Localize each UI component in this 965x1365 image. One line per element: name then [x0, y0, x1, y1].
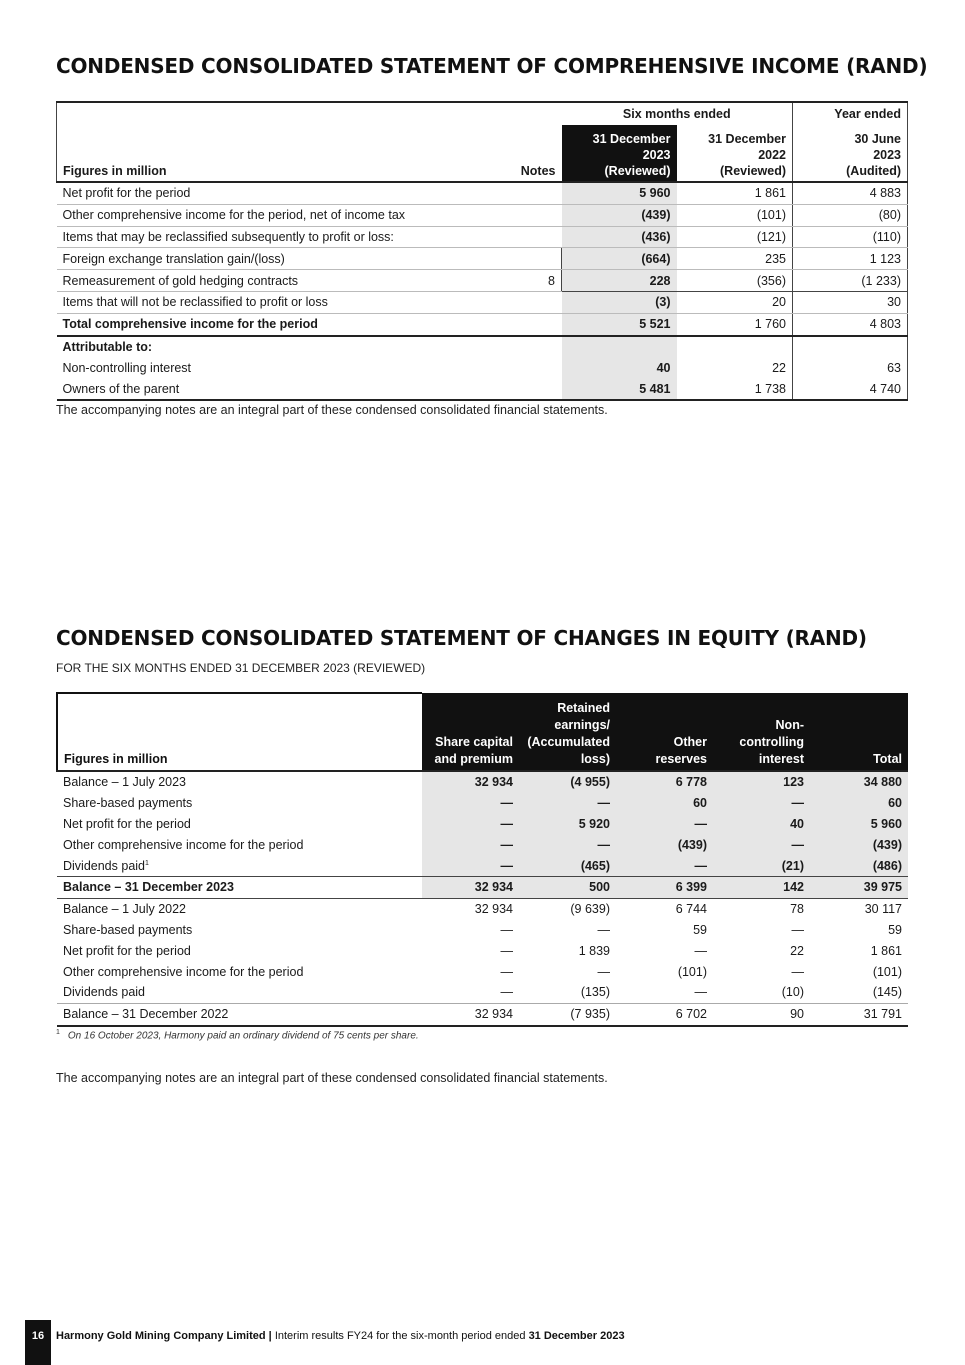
table-row: Net profit for the period 5 960 1 861 4 883	[57, 182, 908, 204]
table-row: Dividends paid — (135) — (10) (145)	[57, 982, 908, 1003]
table-row: Net profit for the period — 1 839 — 22 1 861	[63, 943, 902, 958]
table-row: Balance – 31 December 2022 32 934 (7 935) 6 702 90 31 791	[57, 1003, 908, 1025]
year-ended-header: Year ended	[793, 102, 908, 125]
footer-company: Harmony Gold Mining Company Limited	[56, 1330, 266, 1342]
table-row: Remeasurement of gold hedging contracts 8 228 (356) (1 233)	[57, 270, 908, 292]
figures-header: Figures in million	[57, 125, 469, 182]
table-row: Other comprehensive income for the period, net of income tax (439) (101) (80)	[57, 204, 908, 226]
equity-footnote: $^1$ On 16 October 2023, Harmony paid an ordinary dividend of 75 cents per share.	[56, 1029, 419, 1042]
table-row: Other comprehensive income for the period — — (101) — (101)	[63, 964, 902, 979]
table-row: Dividends paid$^1$ — (465) — (21) (486)	[57, 855, 908, 876]
table-row: Non-controlling interest 40 22 63	[57, 357, 908, 378]
col-dec-2023-header: 31 December 2023 (Reviewed)	[562, 125, 677, 182]
equity-integral-note: The accompanying notes are an integral part of these condensed consolidated financial statements.	[56, 1071, 608, 1085]
table-row: Attributable to:	[57, 336, 908, 358]
col-dec-2022-header: 31 December 2022 (Reviewed)	[677, 125, 793, 182]
total-header: Total	[810, 693, 908, 771]
six-months-header: Six months ended	[562, 102, 793, 125]
table-row: Share-based payments — — 59 — 59	[63, 922, 902, 937]
table-row: Other comprehensive income for the period — — (439) — (439)	[57, 834, 908, 855]
table-row-total: Balance – 31 December 2023 32 934 500 6 399 142 39 975	[57, 876, 908, 898]
other-reserves-header: Other reserves	[616, 693, 713, 771]
table-row: Items that will not be reclassified to profit or loss (3) 20 30	[57, 291, 908, 313]
footnote-marker: 1	[145, 859, 149, 867]
table-row: Balance – 1 July 2022 32 934 (9 639) 6 744 78 30 117	[63, 902, 902, 917]
income-integral-note: The accompanying notes are an integral part of these condensed consolidated financial statements.	[56, 403, 608, 417]
nci-header: Non-controlling interest	[713, 693, 810, 771]
income-statement-table	[56, 101, 908, 401]
table-row-total: Total comprehensive income for the period 5 521 1 760 4 803	[57, 313, 908, 335]
table-row: Items that may be reclassified subsequently to profit or loss: (436) (121) (110)	[57, 226, 908, 248]
share-capital-header: Share capital and premium	[422, 693, 519, 771]
equity-statement-title: CONDENSED CONSOLIDATED STATEMENT OF CHANGES IN EQUITY (RAND)	[56, 626, 867, 650]
income-statement-title: CONDENSED CONSOLIDATED STATEMENT OF COMPREHENSIVE INCOME (RAND)	[56, 54, 928, 78]
equity-statement-subtitle: FOR THE SIX MONTHS ENDED 31 DECEMBER 2023 (REVIEWED)	[56, 661, 426, 675]
retained-earnings-header: Retained earnings/ (Accumulated loss)	[519, 693, 616, 771]
figures-header: Figures in million	[57, 693, 422, 771]
footer-period: 31 December 2023	[528, 1330, 625, 1342]
table-row: Foreign exchange translation gain/(loss) (664) 235 1 123	[57, 248, 908, 270]
table-row: Net profit for the period — 5 920 — 40 5 960	[57, 814, 908, 835]
col-jun-2023-header: 30 June 2023 (Audited)	[793, 125, 908, 182]
footer-text: Harmony Gold Mining Company Limited | Interim results FY24 for the six-month period ended 31 December 2023	[56, 1330, 625, 1342]
footer-page-tab	[25, 1320, 51, 1365]
page-number: 16	[31, 1330, 45, 1342]
table-row: Share-based payments — — 60 — 60	[57, 793, 908, 814]
table-row: Owners of the parent 5 481 1 738 4 740	[57, 378, 908, 400]
notes-header: Notes	[469, 125, 562, 182]
equity-statement-table	[56, 692, 908, 1027]
table-row: Balance – 1 July 2023 32 934 (4 955) 6 778 123 34 880	[57, 771, 908, 793]
footer-description: Interim results FY24 for the six-month period ended	[274, 1330, 529, 1342]
